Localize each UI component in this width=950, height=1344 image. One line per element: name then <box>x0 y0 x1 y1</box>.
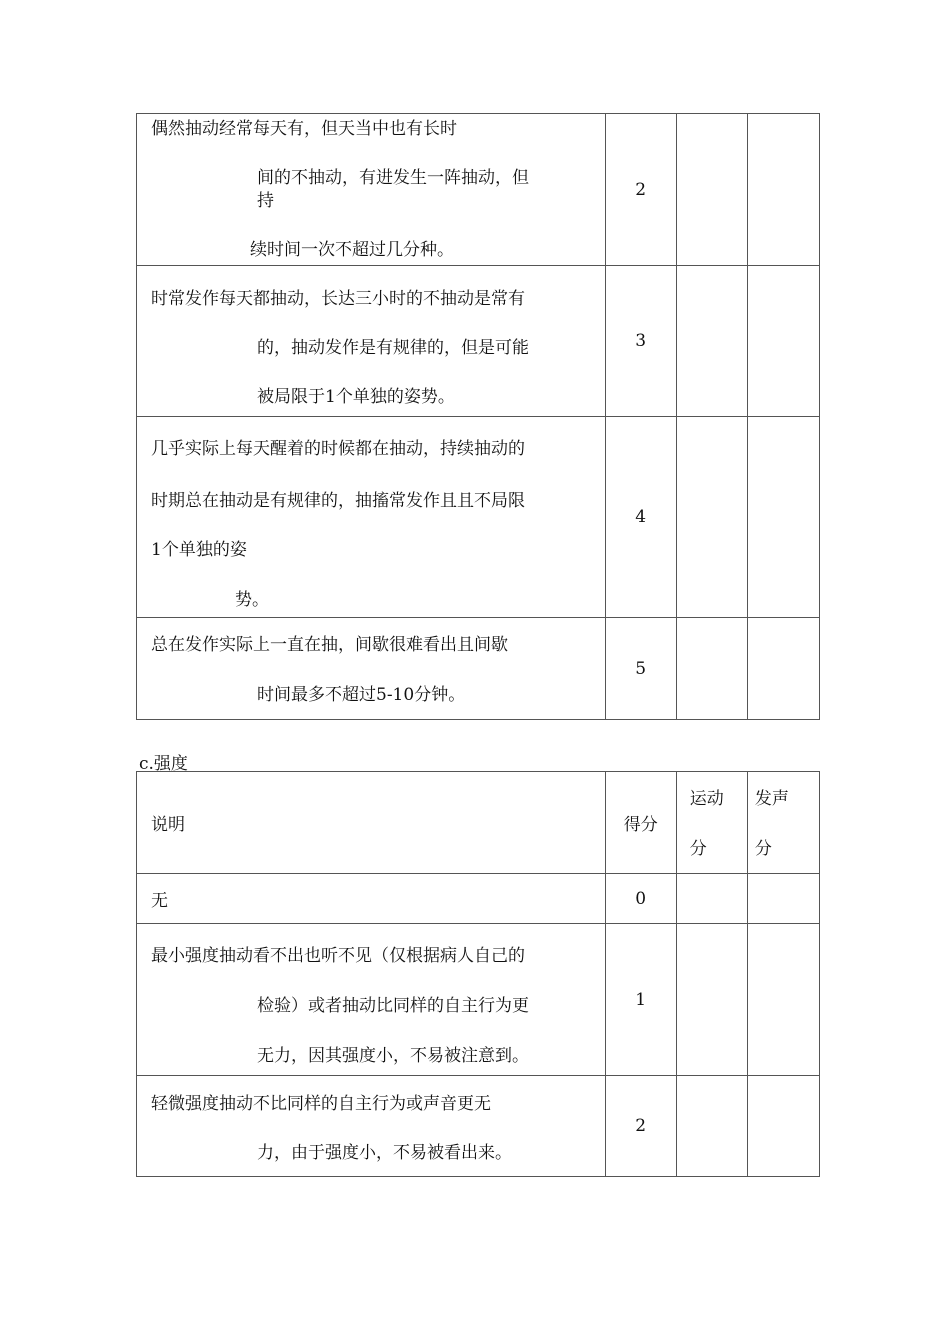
intensity-table <box>136 771 820 1177</box>
score-cell: 5 <box>605 618 676 720</box>
score-cell: 1 <box>605 924 676 1076</box>
table-row <box>137 266 820 417</box>
header-description <box>137 772 606 874</box>
description-line: 的，抽动发作是有规律的，但是可能 <box>257 338 529 358</box>
description-line: 检验）或者抽动比同样的自主行为更 <box>257 996 529 1016</box>
header-vocal-line2: 分 <box>754 839 772 859</box>
score-cell: 0 <box>605 874 676 924</box>
header-score: 得分 <box>605 772 676 874</box>
header-vocal-line1: 发声 <box>754 789 789 809</box>
description-line: 1个单独的姿 <box>151 540 247 560</box>
description-line: 无 <box>151 891 168 911</box>
description-line: 总在发作实际上一直在抽，间歇很难看出且间歇 <box>151 635 508 655</box>
description-cell <box>137 924 606 1076</box>
description-cell <box>137 618 606 720</box>
header-row <box>137 772 820 874</box>
frequency-table <box>136 113 820 720</box>
score-cell: 2 <box>605 114 676 266</box>
header-motor-line2: 分 <box>689 839 707 859</box>
motor-score-cell <box>676 114 747 266</box>
score-cell: 3 <box>605 266 676 417</box>
motor-score-cell <box>676 1076 747 1177</box>
description-line: 最小强度抽动看不出也听不见（仅根据病人自己的 <box>151 946 525 966</box>
vocal-score-cell <box>747 1076 819 1177</box>
table-row <box>137 417 820 618</box>
table-row <box>137 924 820 1076</box>
motor-score-cell <box>676 874 747 924</box>
table-row <box>137 874 820 924</box>
description-cell <box>137 874 606 924</box>
table-row <box>137 114 820 266</box>
section-heading: c.强度 <box>139 754 188 774</box>
description-cell <box>137 266 606 417</box>
description-cell <box>137 114 606 266</box>
description-line: 无力，因其强度小，不易被注意到。 <box>257 1046 529 1066</box>
description-line: 被局限于1个单独的姿势。 <box>257 387 455 407</box>
description-cell <box>137 1076 606 1177</box>
description-line: 持 <box>257 191 274 211</box>
vocal-score-cell <box>747 417 819 618</box>
table-row <box>137 1076 820 1177</box>
score-cell: 2 <box>605 1076 676 1177</box>
description-cell <box>137 417 606 618</box>
header-description-label: 说明 <box>151 815 185 835</box>
header-motor-line1: 运动 <box>689 789 724 809</box>
vocal-score-cell <box>747 618 819 720</box>
vocal-score-cell <box>747 266 819 417</box>
description-line: 力，由于强度小，不易被看出来。 <box>257 1143 512 1163</box>
description-line: 时期总在抽动是有规律的，抽搐常发作且且不局限 <box>151 491 525 511</box>
header-motor <box>676 772 747 874</box>
table-row <box>137 618 820 720</box>
motor-score-cell <box>676 266 747 417</box>
description-line: 偶然抽动经常每天有，但天当中也有长时 <box>151 119 457 139</box>
motor-score-cell <box>676 417 747 618</box>
description-line: 间的不抽动，有进发生一阵抽动，但 <box>257 168 529 188</box>
description-line: 轻微强度抽动不比同样的自主行为或声音更无 <box>151 1094 491 1114</box>
header-vocal <box>747 772 819 874</box>
motor-score-cell <box>676 618 747 720</box>
description-line: 几乎实际上每天醒着的时候都在抽动，持续抽动的 <box>151 439 525 459</box>
description-line: 时间最多不超过5-10分钟。 <box>257 685 466 705</box>
score-cell: 4 <box>605 417 676 618</box>
motor-score-cell <box>676 924 747 1076</box>
vocal-score-cell <box>747 114 819 266</box>
description-line: 时常发作每天都抽动，长达三小时的不抽动是常有 <box>151 289 525 309</box>
vocal-score-cell <box>747 924 819 1076</box>
description-line: 续时间一次不超过几分种。 <box>250 240 454 260</box>
description-line: 势。 <box>235 590 269 610</box>
vocal-score-cell <box>747 874 819 924</box>
